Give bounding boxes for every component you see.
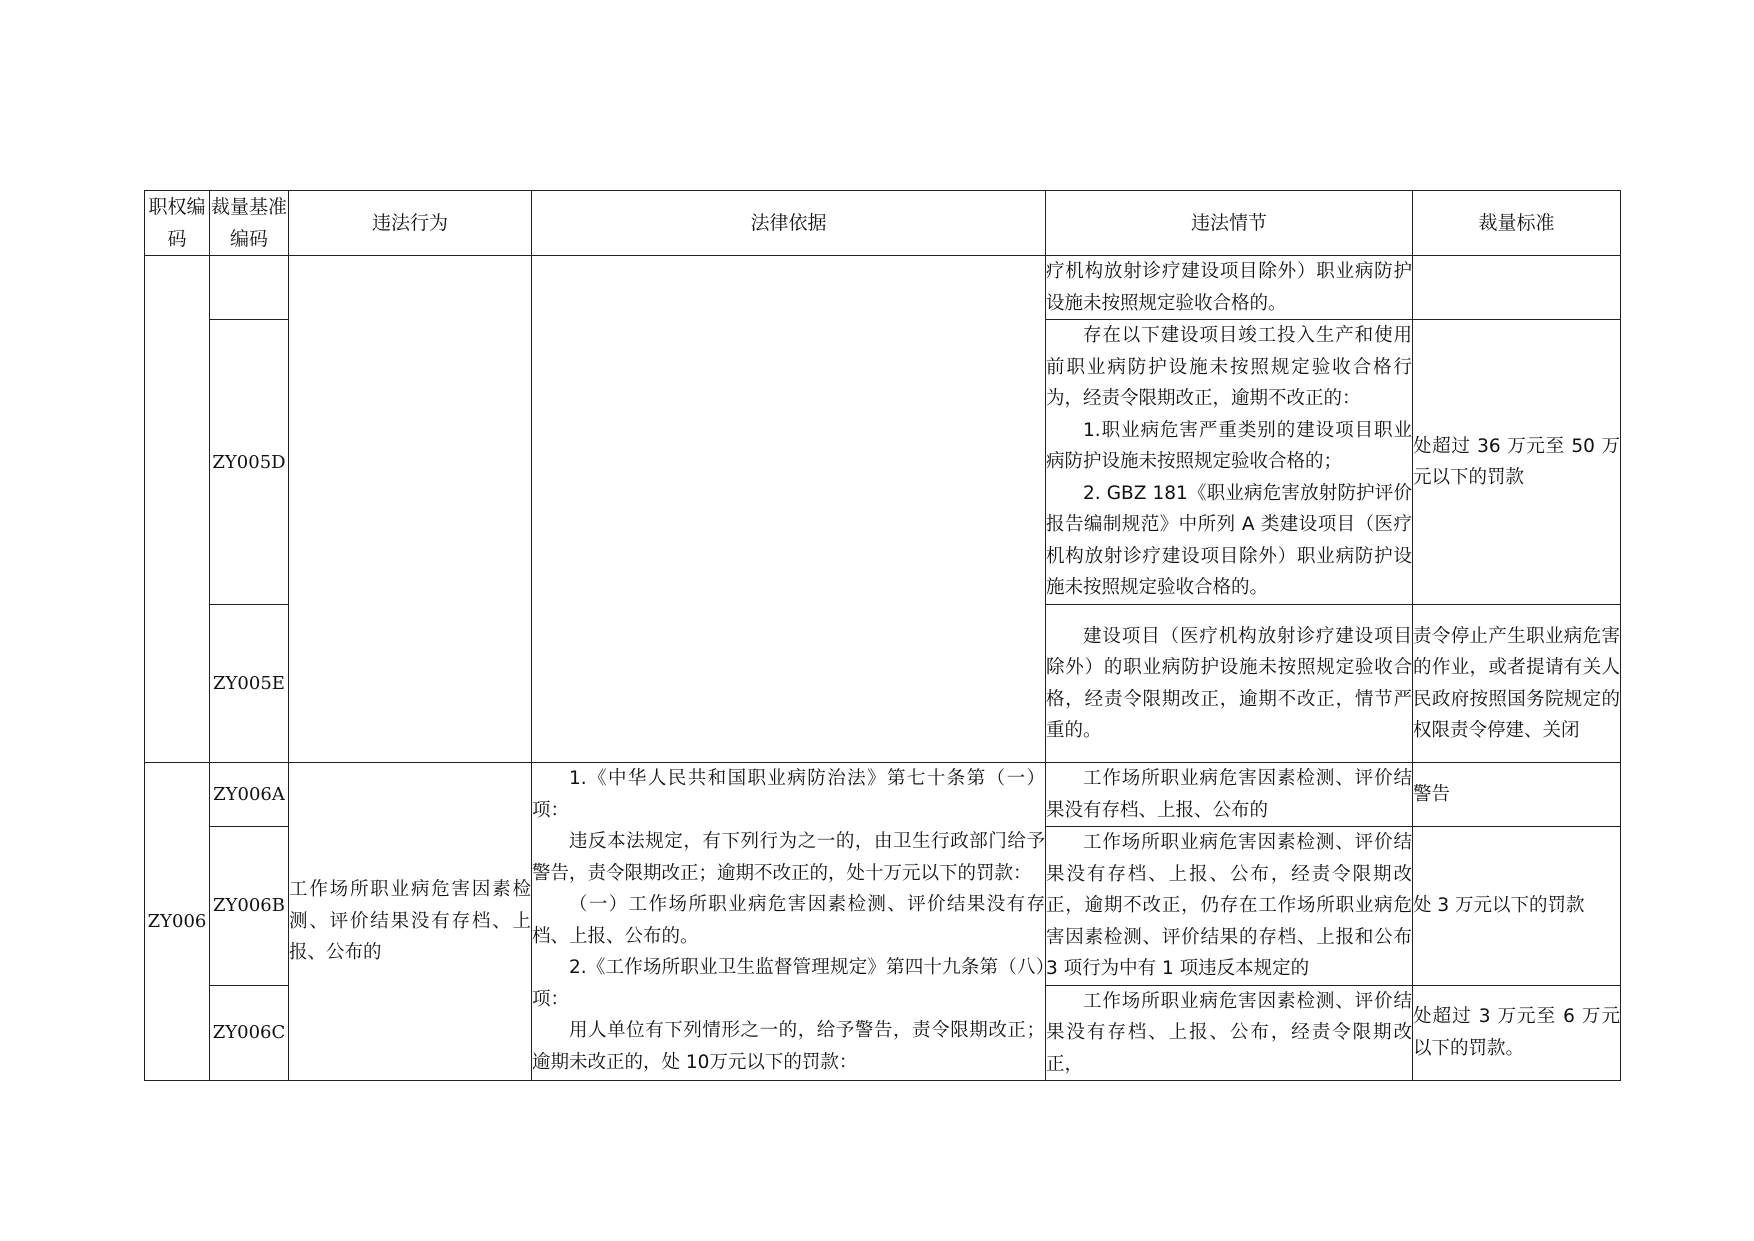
circumstance-text: 建设项目（医疗机构放射诊疗建设项目除外）的职业病防护设施未按照规定验收合格，经责令限期改正，逾期不改正，情节严重的。 [1046, 625, 1412, 741]
legal-basis-line: 2.《工作场所职业卫生监督管理规定》第四十九条第（八）项： [532, 957, 1045, 1010]
circumstance-text: 工作场所职业病危害因素检测、评价结果没有存档、上报、公布，经责令限期改正， [1046, 990, 1412, 1075]
circumstance-cell [1046, 985, 1413, 1081]
penalty-discretion-table [144, 190, 1621, 1081]
power-code-cell-empty [145, 256, 210, 763]
benchmark-code-cell-empty [210, 256, 289, 320]
circumstance-item: 2. GBZ 181《职业病危害放射防护评价报告编制规范》中所列 A 类建设项目（医疗机构放射诊疗建设项目除外）职业病防护设施未按照规定验收合格的。 [1046, 482, 1412, 599]
circumstance-text: 工作场所职业病危害因素检测、评价结果没有存档、上报、公布，经责令限期改正，逾期不改正，仍存在工作场所职业病危害因素检测、评价结果的存档、上报和公布 3 项行为中有 1 项违反本规定的 [1046, 832, 1412, 979]
violation-cell: 工作场所职业病危害因素检测、评价结果没有存档、上报、公布的 [289, 763, 532, 1081]
circumstance-text: 工作场所职业病危害因素检测、评价结果没有存档、上报、公布的 [1046, 768, 1412, 821]
benchmark-code: ZY006B [210, 827, 289, 986]
legal-basis-line: 违反本法规定，有下列行为之一的，由卫生行政部门给予警告，责令限期改正；逾期不改正的，处十万元以下的罚款： [532, 831, 1045, 884]
header-violation: 违法行为 [289, 191, 532, 256]
header-standard: 裁量标准 [1413, 191, 1621, 256]
legal-basis-line: 用人单位有下列情形之一的，给予警告，责令限期改正；逾期未改正的，处 10万元以下的罚款： [532, 1020, 1045, 1073]
header-legal-basis: 法律依据 [532, 191, 1046, 256]
power-code: ZY006 [145, 763, 210, 1081]
legal-basis-line: （一）工作场所职业病危害因素检测、评价结果没有存档、上报、公布的。 [532, 894, 1045, 947]
circumstance-item: 1.职业病危害严重类别的建设项目职业病防护设施未按照规定验收合格的； [1046, 419, 1412, 473]
standard-cell [1413, 256, 1621, 320]
table-row [145, 763, 1621, 827]
benchmark-code: ZY006A [210, 763, 289, 827]
header-row [145, 191, 1621, 256]
legal-basis-line: 1.《中华人民共和国职业病防治法》第七十条第（一）项： [532, 768, 1045, 821]
legal-basis-cell-empty [532, 256, 1046, 763]
circumstance-text: 疗机构放射诊疗建设项目除外）职业病防护设施未按照规定验收合格的。 [1046, 261, 1412, 314]
table-row [145, 256, 1621, 320]
circumstance-intro: 存在以下建设项目竣工投入生产和使用前职业病防护设施未按照规定验收合格行为，经责令限期改正，逾期不改正的： [1046, 325, 1412, 410]
standard-cell: 警告 [1413, 763, 1621, 827]
header-power-code: 职权编码 [145, 191, 210, 256]
benchmark-code: ZY006C [210, 985, 289, 1081]
standard-cell: 处 3 万元以下的罚款 [1413, 827, 1621, 986]
circumstance-cell [1046, 827, 1413, 986]
header-benchmark-code: 裁量基准编码 [210, 191, 289, 256]
benchmark-code: ZY005D [210, 320, 289, 605]
circumstance-cell [1046, 605, 1413, 763]
circumstance-cell [1046, 256, 1413, 320]
circumstance-cell [1046, 320, 1413, 605]
standard-cell: 责令停止产生职业病危害的作业，或者提请有关人民政府按照国务院规定的权限责令停建、关闭 [1413, 605, 1621, 763]
legal-basis-cell [532, 763, 1046, 1081]
header-circumstance: 违法情节 [1046, 191, 1413, 256]
circumstance-cell [1046, 763, 1413, 827]
benchmark-code: ZY005E [210, 605, 289, 763]
standard-cell: 处超过 3 万元至 6 万元以下的罚款。 [1413, 985, 1621, 1081]
violation-cell-empty [289, 256, 532, 763]
standard-cell: 处超过 36 万元至 50 万元以下的罚款 [1413, 320, 1621, 605]
